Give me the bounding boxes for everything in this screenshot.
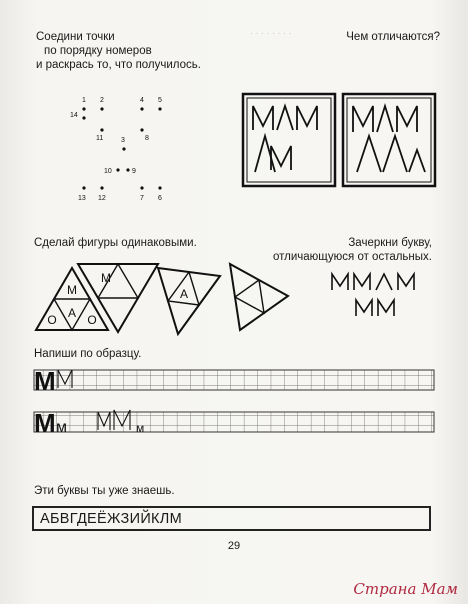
dot <box>82 107 85 110</box>
task5-title: Напиши по образцу. <box>34 348 142 360</box>
letter-l-shape <box>255 136 275 172</box>
sample-small-letter: м <box>136 421 145 435</box>
site-watermark: Страна Мам <box>353 580 458 598</box>
task1-line: Соедини точки <box>36 31 115 43</box>
copy-grid <box>30 366 440 446</box>
dot-label: 2 <box>100 97 104 104</box>
dot <box>82 116 85 119</box>
dot <box>126 168 129 171</box>
dot-label: 4 <box>140 97 144 104</box>
triangle-figures <box>30 262 300 338</box>
triangle-letter: М <box>67 283 77 297</box>
dot <box>100 107 103 110</box>
dot <box>140 186 143 189</box>
dot-label: 6 <box>158 195 162 202</box>
letter-m-shape <box>253 106 273 130</box>
letter-l-shape <box>277 106 293 130</box>
letter-m-shape <box>378 300 394 316</box>
picture-frame-left-inner <box>247 98 331 182</box>
triangle-letter: А <box>67 306 77 320</box>
triangle-letter: А <box>179 287 189 301</box>
letter-l-shape <box>357 136 381 172</box>
task6-title: Эти буквы ты уже знаешь. <box>34 485 175 497</box>
task1-line: и раскрась то, что получилось. <box>36 59 201 71</box>
connect-dots-puzzle <box>60 90 170 205</box>
dot-label: 3 <box>121 137 125 144</box>
triangle-letter: О <box>87 313 97 327</box>
letter-l-shape <box>383 136 407 172</box>
picture-frame-right <box>343 94 435 186</box>
task1-instruction <box>36 30 274 72</box>
copy-row <box>34 412 434 432</box>
alphabet-text: АБВГДЕЁЖЗИЙКЛМ <box>40 511 182 527</box>
dot <box>82 186 85 189</box>
letter-m-shape <box>354 274 370 290</box>
dot <box>140 107 143 110</box>
dot-label: 11 <box>96 135 104 142</box>
letter-m-shape <box>397 106 417 132</box>
dot <box>158 186 161 189</box>
dot-label: 13 <box>78 195 86 202</box>
letter-l-shape <box>409 150 425 172</box>
task4-line: Зачеркни букву, <box>348 237 432 249</box>
task4-instruction <box>260 236 432 264</box>
picture-frame-left <box>243 94 335 186</box>
dot <box>100 128 103 131</box>
task3-title: Сделай фигуры одинаковыми. <box>34 237 197 249</box>
dot <box>140 128 143 131</box>
sample-big-letter: М <box>34 366 56 396</box>
dot <box>116 168 119 171</box>
compare-pictures <box>241 92 437 188</box>
letter-m-shape <box>356 300 372 316</box>
sample-big-letter: М <box>34 408 56 438</box>
triangle-letter: О <box>47 313 57 327</box>
bleed-through-text: · · · · · · · · <box>250 28 292 38</box>
odd-letter-rows <box>330 272 440 318</box>
dot-label: 8 <box>145 135 149 142</box>
page-number: 29 <box>227 540 241 552</box>
letter-m-shape <box>297 106 317 130</box>
dot-label: 1 <box>82 97 86 104</box>
dot-label: 9 <box>132 168 136 175</box>
dot <box>158 107 161 110</box>
letter-l-shape <box>377 106 393 132</box>
picture-frame-right-inner <box>347 98 431 182</box>
dot-label: 7 <box>140 195 144 202</box>
sample-small-letter: м <box>56 419 67 436</box>
dot-label: 10 <box>104 168 112 175</box>
letter-l-shape <box>376 274 392 290</box>
letter-m-shape <box>398 274 414 290</box>
task1-line: по порядку номеров <box>44 45 152 57</box>
letter-m-shape <box>353 106 373 132</box>
dot <box>100 186 103 189</box>
letter-m-shape <box>332 274 348 290</box>
alphabet-box <box>32 506 431 531</box>
dot <box>122 147 125 150</box>
triangle-figure <box>230 264 288 330</box>
dot-label: 5 <box>158 97 162 104</box>
triangle-letter: М <box>101 271 111 285</box>
task2-title: Чем отличаются? <box>346 31 440 43</box>
task4-line: отличающуюся от остальных. <box>273 251 432 263</box>
dot-label: 14 <box>70 112 78 119</box>
dot-label: 12 <box>98 195 106 202</box>
copy-row <box>34 370 434 390</box>
